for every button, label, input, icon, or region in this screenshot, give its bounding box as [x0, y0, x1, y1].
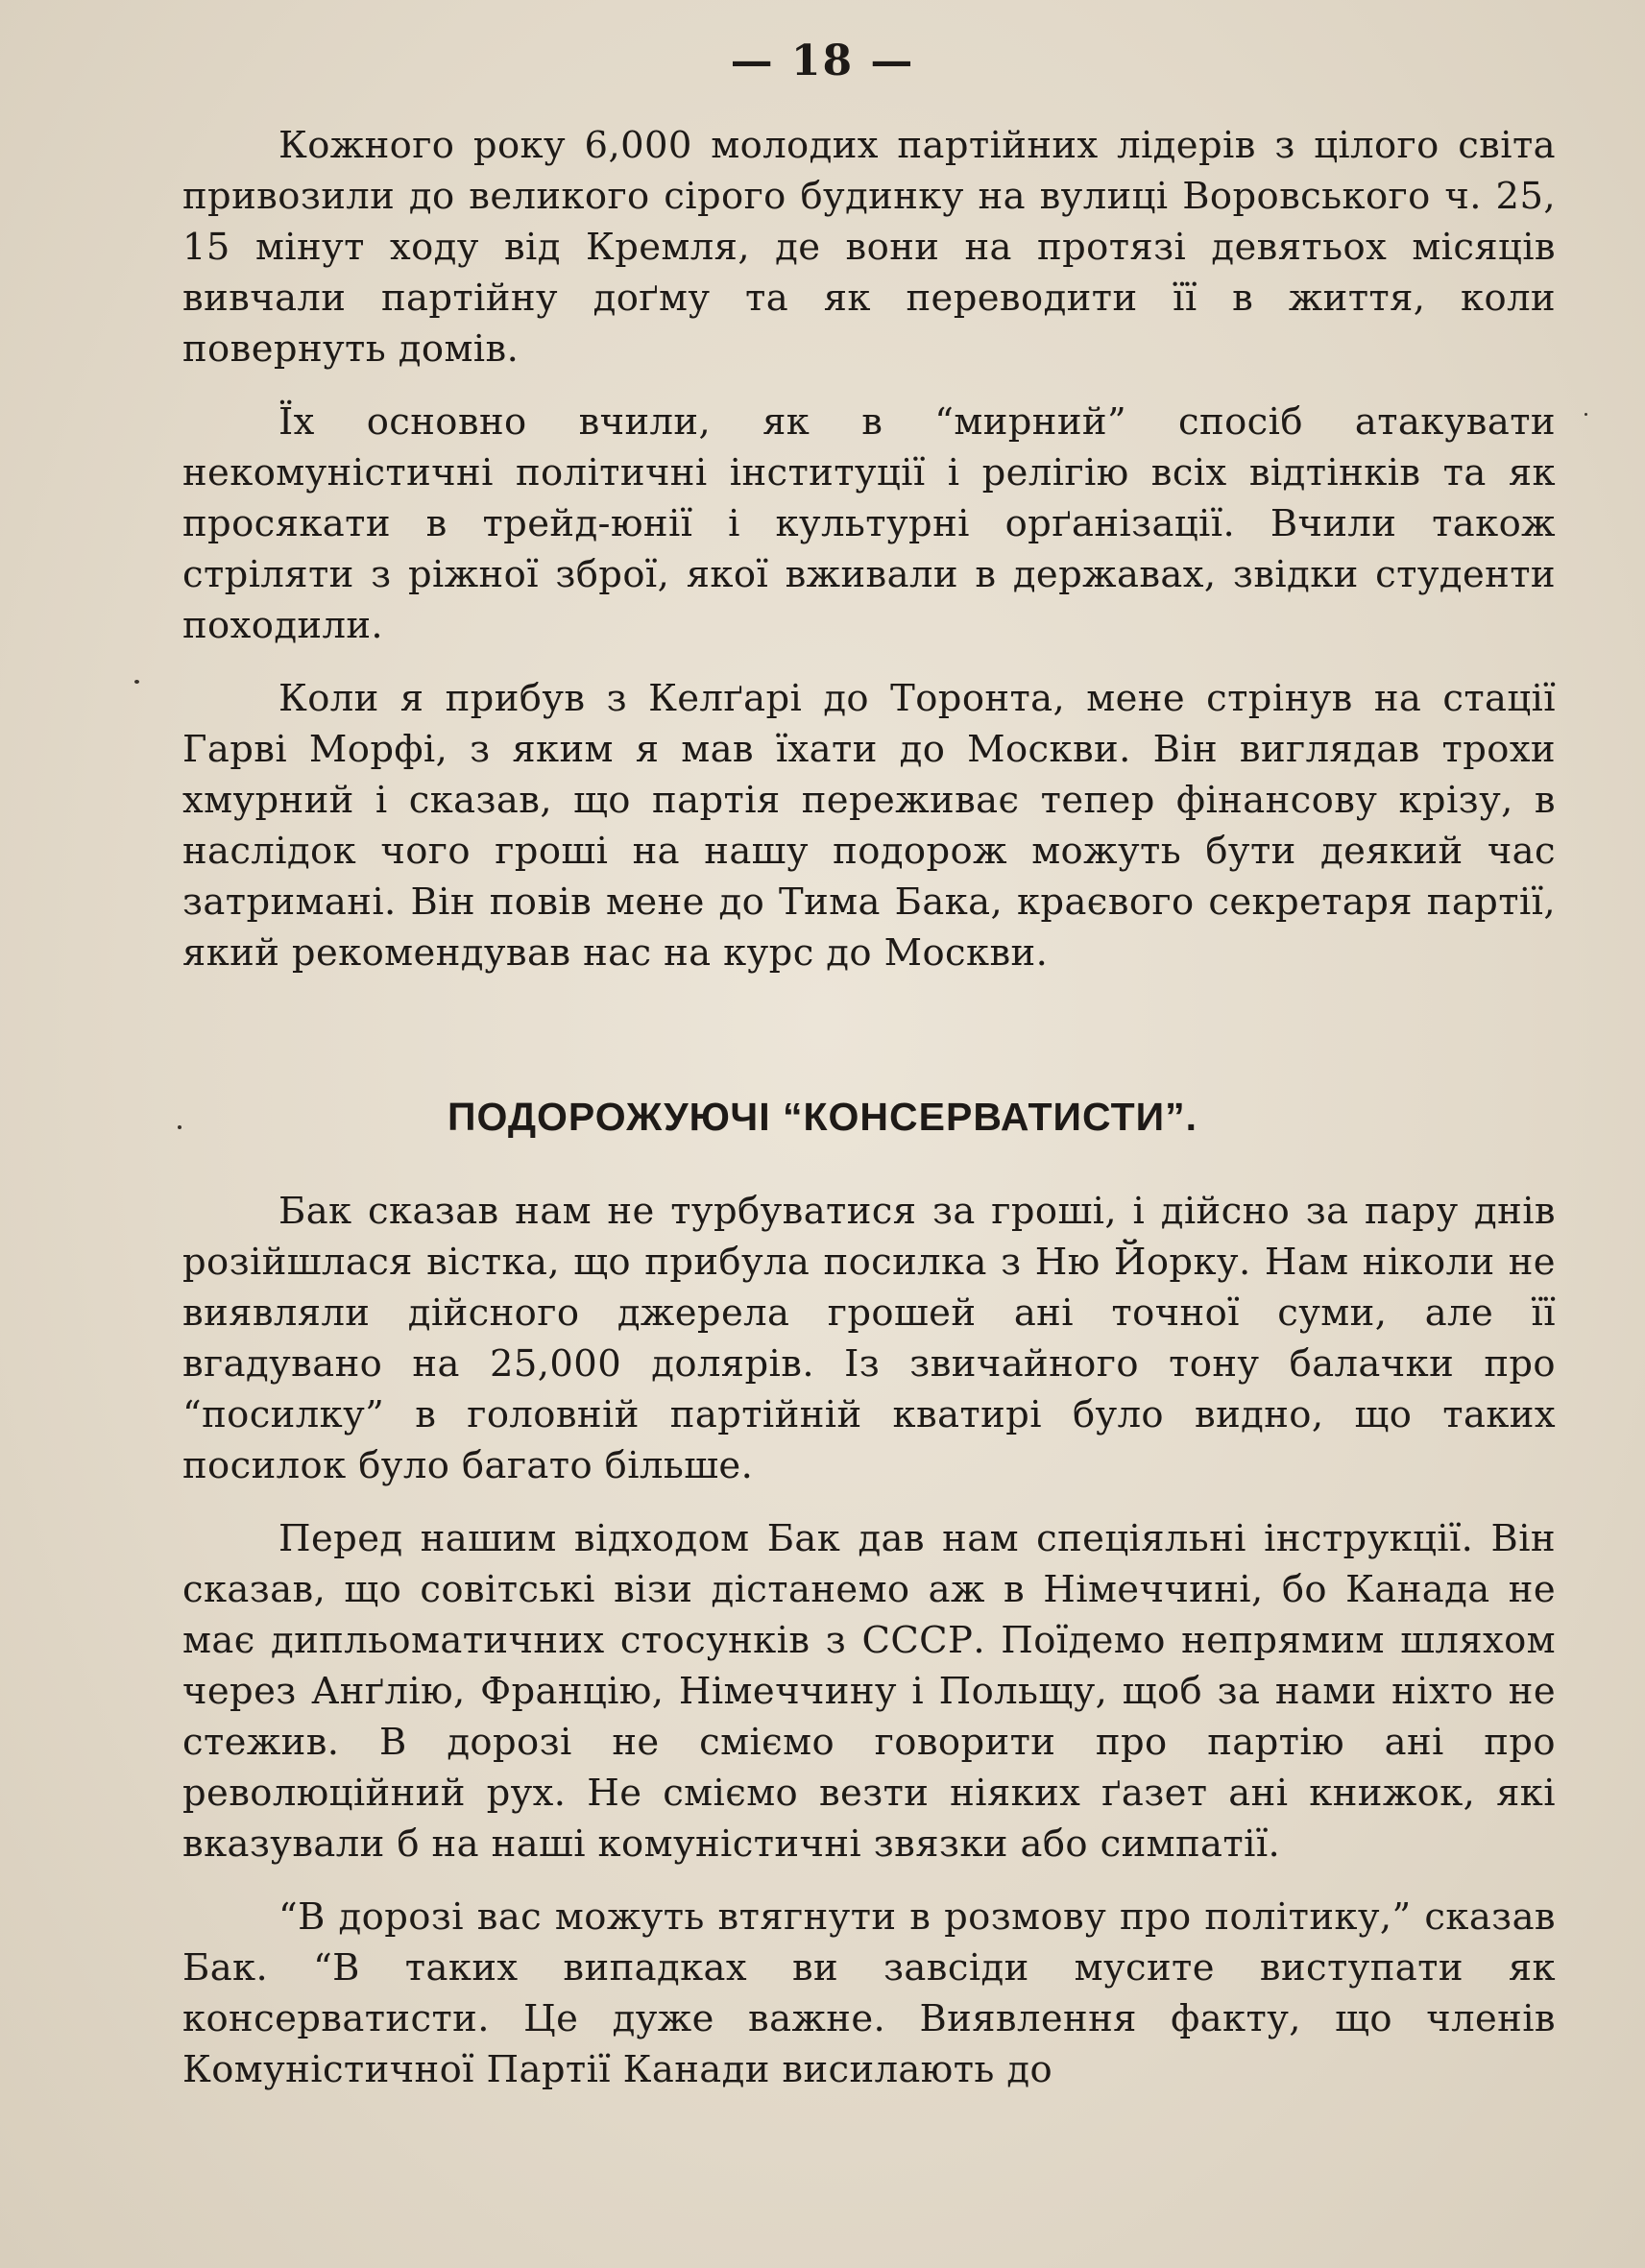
paragraph: Бак сказав нам не турбуватися за гроші, і дійсно за пару днів розійшлася вістка, що прибула посилка з Ню Йорку. Нам ніколи не виявляли дійсного джерела грошей ані точної суми, але її вгадувано на 25,000 долярів. Із звичайного тону балачки про “посилку” в головній партійній кватирі було видно, що таких посилок було багато більше. [182, 1190, 1556, 1487]
section-1 [182, 120, 1556, 978]
paragraph: Коли я прибув з Келґарі до Торонта, мене стрінув на стації Гарві Морфі, з яким я мав їхати до Москви. Він виглядав трохи хмурний і сказав, що партія переживає тепер фінансову крізу, в наслідок чого гроші на нашу подорож можуть бути деякий час затримані. Він повів мене до Тима Бака, краєвого секретаря партії, який рекомендував нас на курс до Москви. [182, 677, 1556, 975]
paragraph: Перед нашим відходом Бак дав нам спеціяльні інструкції. Він сказав, що совітські візи дістанемо аж в Німеччині, бо Канада не має дипльоматичних стосунків з СССР. Поїдемо непрямим шляхом через Анґлію, Францію, Німеччину і Польщу, щоб за нами ніхто не стежив. В дорозі не сміємо говорити про партію ані про революційний рух. Не сміємо везти ніяких ґазет ані книжок, які вказували б на наші комуністичні звязки або симпатії. [182, 1517, 1556, 1866]
print-speck [1585, 413, 1587, 416]
section-heading: ПОДОРОЖУЮЧІ “КОНСЕРВАТИСТИ”. [448, 1095, 1197, 1139]
paragraph: “В дорозі вас можуть втягнути в розмову про політику,” сказав Бак. “В таких випадках ви завсіди мусите виступати як консерватисти. Це дуже важне. Виявлення факту, що членів Комуністичної Партії Канади висилають до [182, 1895, 1556, 2091]
paragraph: Кожного року 6,000 молодих партійних лідерів з цілого світа привозили до великого сірого будинку на вулиці Воровського ч. 25, 15 мінут ходу від Кремля, де вони на протязі девятьох місяців вивчали партійну доґму та як переводити її в життя, коли повернуть домів. [182, 124, 1556, 371]
page-number: — 18 — [730, 36, 915, 85]
paragraph: Їх основно вчили, як в “мирний” спосіб атакувати некомуністичні політичні інституції і релігію всіх відтінків та як просякати в трейд-юнії і культурні орґанізації. Вчили також стріляти з ріжної зброї, якої вживали в державах, звідки студенти походили. [182, 400, 1556, 647]
section-2 [182, 1186, 1556, 2095]
print-speck [134, 680, 139, 684]
print-speck [178, 1125, 181, 1129]
